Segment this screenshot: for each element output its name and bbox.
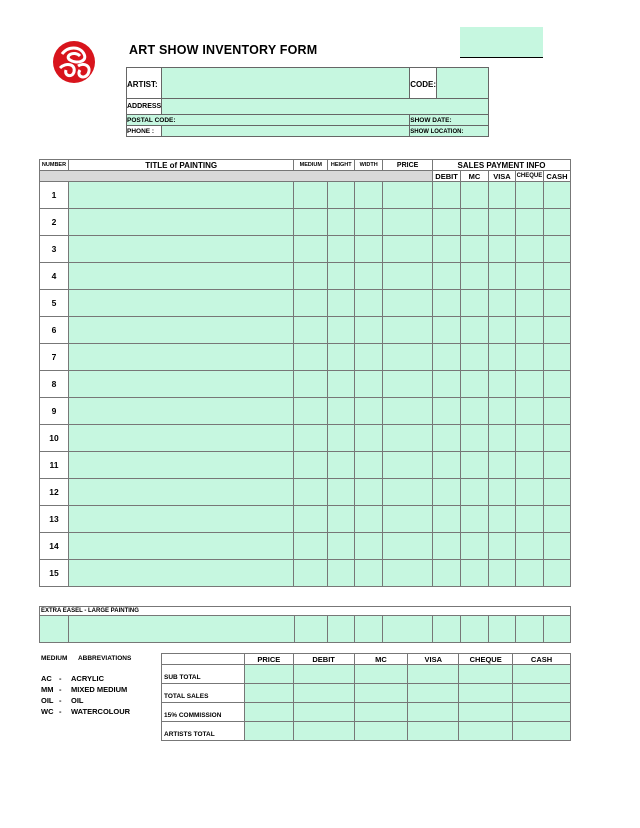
cheque-cell[interactable] [515,317,543,344]
row-number: 6 [40,317,69,344]
table-row [40,560,571,587]
title-cell[interactable] [68,398,293,425]
visa-cell[interactable] [488,182,515,209]
row-number: 4 [40,263,69,290]
height-cell[interactable] [328,479,355,506]
height-cell[interactable] [328,344,355,371]
visa-cell[interactable] [488,236,515,263]
totals-cell[interactable] [244,703,293,722]
visa-cell[interactable] [488,560,515,587]
easel-number-cell[interactable] [40,616,69,643]
cheque-cell[interactable] [515,425,543,452]
debit-cell[interactable] [433,344,461,371]
debit-cell[interactable] [433,506,461,533]
abbreviations-list [41,673,130,717]
header-height: HEIGHT [328,160,355,171]
show-date-field[interactable] [410,115,489,126]
totals-cell[interactable] [354,703,408,722]
abbr-item: AC - ACRYLIC [41,674,105,683]
row-number: 10 [40,425,69,452]
price-cell[interactable] [383,479,433,506]
table-row [40,344,571,371]
price-cell[interactable] [383,506,433,533]
debit-cell[interactable] [433,560,461,587]
table-row [40,317,571,344]
row-number: 15 [40,560,69,587]
mc-cell[interactable] [461,506,489,533]
height-cell[interactable] [328,452,355,479]
height-cell[interactable] [328,290,355,317]
mc-cell[interactable] [461,371,489,398]
width-cell[interactable] [355,560,383,587]
price-cell[interactable] [383,398,433,425]
cheque-cell[interactable] [515,344,543,371]
cheque-cell[interactable] [515,263,543,290]
easel-height-cell[interactable] [328,616,355,643]
cheque-cell[interactable] [515,479,543,506]
cash-cell[interactable] [543,398,570,425]
medium-cell[interactable] [294,533,328,560]
medium-cell[interactable] [294,236,328,263]
debit-cell[interactable] [433,317,461,344]
visa-cell[interactable] [488,506,515,533]
inventory-table [39,159,571,587]
header-width: WIDTH [355,160,383,171]
visa-cell[interactable] [488,344,515,371]
price-cell[interactable] [383,371,433,398]
mc-cell[interactable] [461,236,489,263]
header-medium: MEDIUM [294,160,328,171]
show-location-label: SHOW LOCATION: [410,128,464,135]
medium-cell[interactable] [294,371,328,398]
height-cell[interactable] [328,182,355,209]
mc-cell[interactable] [461,263,489,290]
totals-table [161,653,571,741]
title-cell[interactable] [68,317,293,344]
price-cell[interactable] [383,209,433,236]
row-number: 3 [40,236,69,263]
mc-cell[interactable] [461,560,489,587]
extra-easel-label: EXTRA EASEL - LARGE PAINTING [40,607,571,616]
table-row [40,209,571,236]
totals-cell[interactable] [408,703,459,722]
width-cell[interactable] [355,182,383,209]
show-date-label: SHOW DATE: [410,116,452,124]
title-cell[interactable] [68,182,293,209]
row-number: 2 [40,209,69,236]
debit-cell[interactable] [433,236,461,263]
title-cell[interactable] [68,425,293,452]
width-cell[interactable] [355,290,383,317]
row-number: 13 [40,506,69,533]
medium-cell[interactable] [294,290,328,317]
debit-cell[interactable] [433,263,461,290]
header-cash: CASH [543,171,570,182]
phone-label: PHONE : [127,127,155,135]
width-cell[interactable] [355,533,383,560]
totals-cell[interactable] [354,722,408,741]
medium-cell[interactable] [294,506,328,533]
mc-cell[interactable] [461,533,489,560]
cash-cell[interactable] [543,263,570,290]
debit-cell[interactable] [433,371,461,398]
abbr-item: WC - WATERCOLOUR [41,707,131,716]
easel-title-cell[interactable] [68,616,294,643]
totals-cell[interactable] [408,665,459,684]
cash-cell[interactable] [543,344,570,371]
totals-cell[interactable] [513,722,571,741]
cash-cell[interactable] [543,425,570,452]
title-cell[interactable] [68,560,293,587]
address-field[interactable] [162,99,489,115]
totals-corner [162,654,245,665]
price-cell[interactable] [383,533,433,560]
postal-code-field[interactable] [127,115,410,126]
row-number: 5 [40,290,69,317]
table-row [40,479,571,506]
address-label: ADDRESS [127,103,162,110]
cheque-cell[interactable] [515,533,543,560]
totals-cell[interactable] [244,684,293,703]
totals-row [162,665,571,684]
medium-cell[interactable] [294,209,328,236]
width-cell[interactable] [355,344,383,371]
abbr-abbreviations-heading: ABBREVIATIONS [77,655,132,662]
width-cell[interactable] [355,236,383,263]
debit-cell[interactable] [433,425,461,452]
width-cell[interactable] [355,479,383,506]
width-cell[interactable] [355,263,383,290]
abbr-medium-heading: MEDIUM [41,655,68,662]
easel-cheque-cell[interactable] [516,616,544,643]
width-cell[interactable] [355,452,383,479]
totals-cell[interactable] [244,665,293,684]
medium-cell[interactable] [294,452,328,479]
easel-mc-cell[interactable] [461,616,489,643]
mc-cell[interactable] [461,479,489,506]
totals-header-cash: CASH [513,654,571,665]
artist-label: ARTIST: [127,80,158,89]
header-mc: MC [461,171,489,182]
price-cell[interactable] [383,425,433,452]
header-title: TITLE of PAINTING [68,160,293,171]
totals-cell[interactable] [293,722,354,741]
cheque-cell[interactable] [515,182,543,209]
artist-info-table [126,67,489,137]
row-number: 11 [40,452,69,479]
header-visa: VISA [488,171,515,182]
cash-cell[interactable] [543,506,570,533]
totals-row [162,722,571,741]
cash-cell[interactable] [543,236,570,263]
height-cell[interactable] [328,317,355,344]
mc-cell[interactable] [461,344,489,371]
totals-cell[interactable] [293,703,354,722]
title-cell[interactable] [68,452,293,479]
height-cell[interactable] [328,506,355,533]
extra-easel-table [39,606,571,643]
cash-cell[interactable] [543,209,570,236]
mc-cell[interactable] [461,425,489,452]
totals-header-cheque: CHEQUE [459,654,513,665]
row-number: 8 [40,371,69,398]
table-row [40,290,571,317]
header-price: PRICE [383,160,433,171]
table-row [40,533,571,560]
totals-cell[interactable] [459,665,513,684]
price-cell[interactable] [383,236,433,263]
mc-cell[interactable] [461,398,489,425]
visa-cell[interactable] [488,533,515,560]
price-cell[interactable] [383,560,433,587]
visa-cell[interactable] [488,209,515,236]
cheque-cell[interactable] [515,290,543,317]
totals-cell[interactable] [354,665,408,684]
width-cell[interactable] [355,425,383,452]
medium-cell[interactable] [294,560,328,587]
visa-cell[interactable] [488,425,515,452]
width-cell[interactable] [355,209,383,236]
height-cell[interactable] [328,236,355,263]
header-sales-payment-info: SALES PAYMENT INFO [433,160,571,171]
price-cell[interactable] [383,317,433,344]
totals-cell[interactable] [293,665,354,684]
mc-cell[interactable] [461,290,489,317]
totals-cell[interactable] [459,703,513,722]
medium-cell[interactable] [294,479,328,506]
abbr-item: MM - MIXED MEDIUM [41,685,128,694]
row-number: 9 [40,398,69,425]
totals-row-label: TOTAL SALES [162,684,245,703]
cheque-cell[interactable] [515,209,543,236]
logo [50,40,98,84]
medium-cell[interactable] [294,398,328,425]
cash-cell[interactable] [543,290,570,317]
title-cell[interactable] [68,236,293,263]
row-number: 12 [40,479,69,506]
table-row [40,263,571,290]
cheque-cell[interactable] [515,236,543,263]
totals-cell[interactable] [513,703,571,722]
table-row [40,182,571,209]
easel-debit-cell[interactable] [433,616,461,643]
width-cell[interactable] [355,371,383,398]
height-cell[interactable] [328,371,355,398]
easel-price-cell[interactable] [383,616,433,643]
debit-cell[interactable] [433,479,461,506]
width-cell[interactable] [355,317,383,344]
totals-header-price: PRICE [244,654,293,665]
medium-cell[interactable] [294,263,328,290]
phone-field[interactable] [162,126,410,137]
title-cell[interactable] [68,344,293,371]
totals-cell[interactable] [459,722,513,741]
totals-cell[interactable] [244,722,293,741]
abbreviations-heading [41,655,131,662]
mc-cell[interactable] [461,317,489,344]
cash-cell[interactable] [543,533,570,560]
debit-cell[interactable] [433,398,461,425]
visa-cell[interactable] [488,479,515,506]
row-number: 14 [40,533,69,560]
totals-row [162,703,571,722]
cheque-cell[interactable] [515,398,543,425]
cash-cell[interactable] [543,560,570,587]
height-cell[interactable] [328,425,355,452]
height-cell[interactable] [328,209,355,236]
header-number: NUMBER [40,160,69,171]
totals-cell[interactable] [293,684,354,703]
height-cell[interactable] [328,263,355,290]
cash-cell[interactable] [543,479,570,506]
totals-header-visa: VISA [408,654,459,665]
easel-medium-cell[interactable] [294,616,328,643]
height-cell[interactable] [328,560,355,587]
header-debit: DEBIT [433,171,461,182]
debit-cell[interactable] [433,290,461,317]
medium-cell[interactable] [294,344,328,371]
totals-cell[interactable] [354,684,408,703]
top-right-field[interactable] [460,27,543,58]
title-cell[interactable] [68,290,293,317]
height-cell[interactable] [328,398,355,425]
medium-cell[interactable] [294,317,328,344]
cash-cell[interactable] [543,452,570,479]
row-number: 1 [40,182,69,209]
table-row [40,371,571,398]
mc-cell[interactable] [461,209,489,236]
totals-row [162,684,571,703]
header-cheque: CHEQUE [515,171,543,182]
visa-cell[interactable] [488,290,515,317]
cheque-cell[interactable] [515,506,543,533]
cash-cell[interactable] [543,182,570,209]
artist-field[interactable] [162,68,410,99]
totals-cell[interactable] [513,684,571,703]
easel-width-cell[interactable] [355,616,383,643]
price-cell[interactable] [383,182,433,209]
debit-cell[interactable] [433,182,461,209]
totals-row-label: SUB TOTAL [162,665,245,684]
visa-cell[interactable] [488,452,515,479]
title-cell[interactable] [68,533,293,560]
totals-cell[interactable] [459,684,513,703]
cheque-cell[interactable] [515,452,543,479]
cash-cell[interactable] [543,371,570,398]
medium-cell[interactable] [294,182,328,209]
visa-cell[interactable] [488,317,515,344]
code-field[interactable] [437,68,489,99]
mc-cell[interactable] [461,182,489,209]
table-row [40,398,571,425]
totals-row-label: 15% COMMISSION [162,703,245,722]
totals-row-label: ARTISTS TOTAL [162,722,245,741]
price-cell[interactable] [383,263,433,290]
header-separator [40,171,433,182]
title-cell[interactable] [68,209,293,236]
debit-cell[interactable] [433,209,461,236]
table-row [40,236,571,263]
cheque-cell[interactable] [515,560,543,587]
code-label: CODE: [410,80,437,89]
title-cell[interactable] [68,479,293,506]
title-cell[interactable] [68,506,293,533]
medium-cell[interactable] [294,425,328,452]
price-cell[interactable] [383,290,433,317]
debit-cell[interactable] [433,533,461,560]
totals-cell[interactable] [513,665,571,684]
mc-cell[interactable] [461,452,489,479]
abbr-item: OIL - OIL [41,696,84,705]
height-cell[interactable] [328,533,355,560]
totals-cell[interactable] [408,684,459,703]
width-cell[interactable] [355,398,383,425]
logo-icon [50,40,98,84]
table-row [40,452,571,479]
width-cell[interactable] [355,506,383,533]
row-number: 7 [40,344,69,371]
visa-cell[interactable] [488,263,515,290]
table-row [40,425,571,452]
cheque-cell[interactable] [515,371,543,398]
visa-cell[interactable] [488,398,515,425]
show-location-field[interactable] [410,126,489,137]
price-cell[interactable] [383,344,433,371]
totals-header-mc: MC [354,654,408,665]
postal-code-label: POSTAL CODE: [127,116,176,124]
price-cell[interactable] [383,452,433,479]
visa-cell[interactable] [488,371,515,398]
table-row [40,506,571,533]
title-cell[interactable] [68,371,293,398]
easel-visa-cell[interactable] [489,616,516,643]
totals-header-debit: DEBIT [293,654,354,665]
easel-cash-cell[interactable] [543,616,570,643]
form-title: ART SHOW INVENTORY FORM [129,43,318,57]
title-cell[interactable] [68,263,293,290]
debit-cell[interactable] [433,452,461,479]
totals-cell[interactable] [408,722,459,741]
cash-cell[interactable] [543,317,570,344]
